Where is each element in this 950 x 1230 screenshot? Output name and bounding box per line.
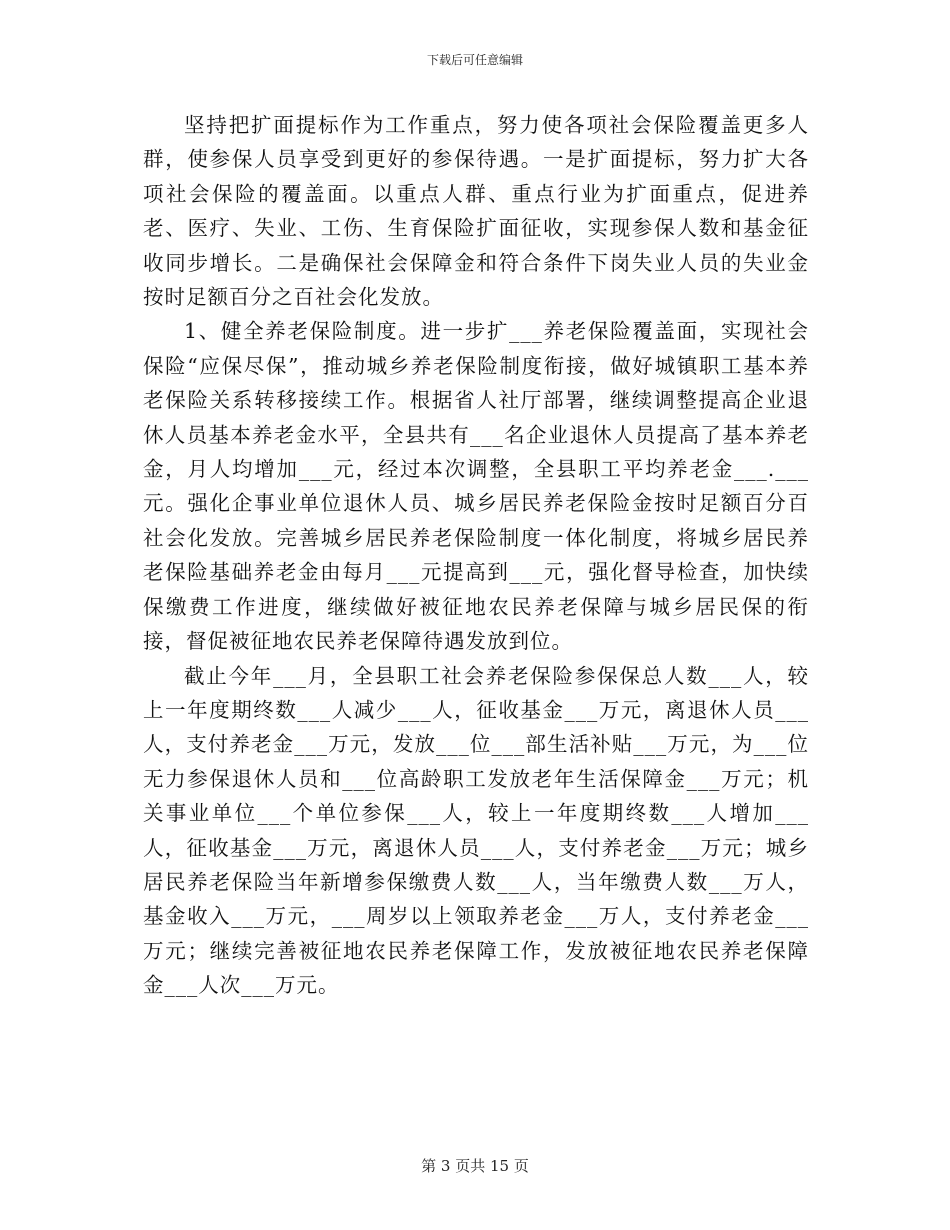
page-header: 下载后可任意编辑 xyxy=(426,53,523,67)
document-body xyxy=(143,108,809,1003)
paragraph-expansion-overview: 坚持把扩面提标作为工作重点，努力使各项社会保险覆盖更多人群，使参保人员享受到更好的参保待遇。一是扩面提标，努力扩大各项社会保险的覆盖面。以重点人群、重点行业为扩面重点，促进养老、医疗、失业、工伤、生育保险扩面征收，实现参保人数和基金征收同步增长。二是确保社会保障金和符合条件下岗失业人员的失业金按时足额百分之百社会化发放。 xyxy=(143,113,809,310)
paragraph-statistics: 截止今年___月，全县职工社会养老保险参保保总人数___人，较上一年度期终数___人减少___人，征收基金___万元，离退休人员___人，支付养老金___万元，发放___位___部生活补贴___万元，为___位无力参保退休人员和___位高龄职工发放老年生活保障金___万元；机关事业单位___个单位参保___人，较上一年度期终数___人增加___人，征收基金___万元，离退休人员___人，支付养老金___万元；城乡居民养老保险当年新增参保缴费人数___人，当年缴费人数___万人，基金收入___万元，___周岁以上领取养老金___万人，支付养老金___万元；继续完善被征地农民养老保障工作，发放被征地农民养老保障金___人次___万元。 xyxy=(143,663,809,998)
paragraph-pension-system: 1、健全养老保险制度。进一步扩___养老保险覆盖面，实现社会保险“应保尽保”，推动城乡养老保险制度衔接，做好城镇职工基本养老保险关系转移接续工作。根据省人社厅部署，继续调整提高企业退休人员基本养老金水平，全县共有___名企业退休人员提高了基本养老金，月人均增加___元，经过本次调整，全县职工平均养老金___.___元。强化企事业单位退休人员、城乡居民养老保险金按时足额百分百社会化发放。完善城乡居民养老保险制度一体化制度，将城乡居民养老保险基础养老金由每月___元提高到___元，强化督导检查，加快续保缴费工作进度，继续做好被征地农民养老保障与城乡居民保的衔接，督促被征地农民养老保障待遇发放到位。 xyxy=(143,319,809,654)
page-number-footer: 第 3 页共 15 页 xyxy=(421,1157,529,1175)
